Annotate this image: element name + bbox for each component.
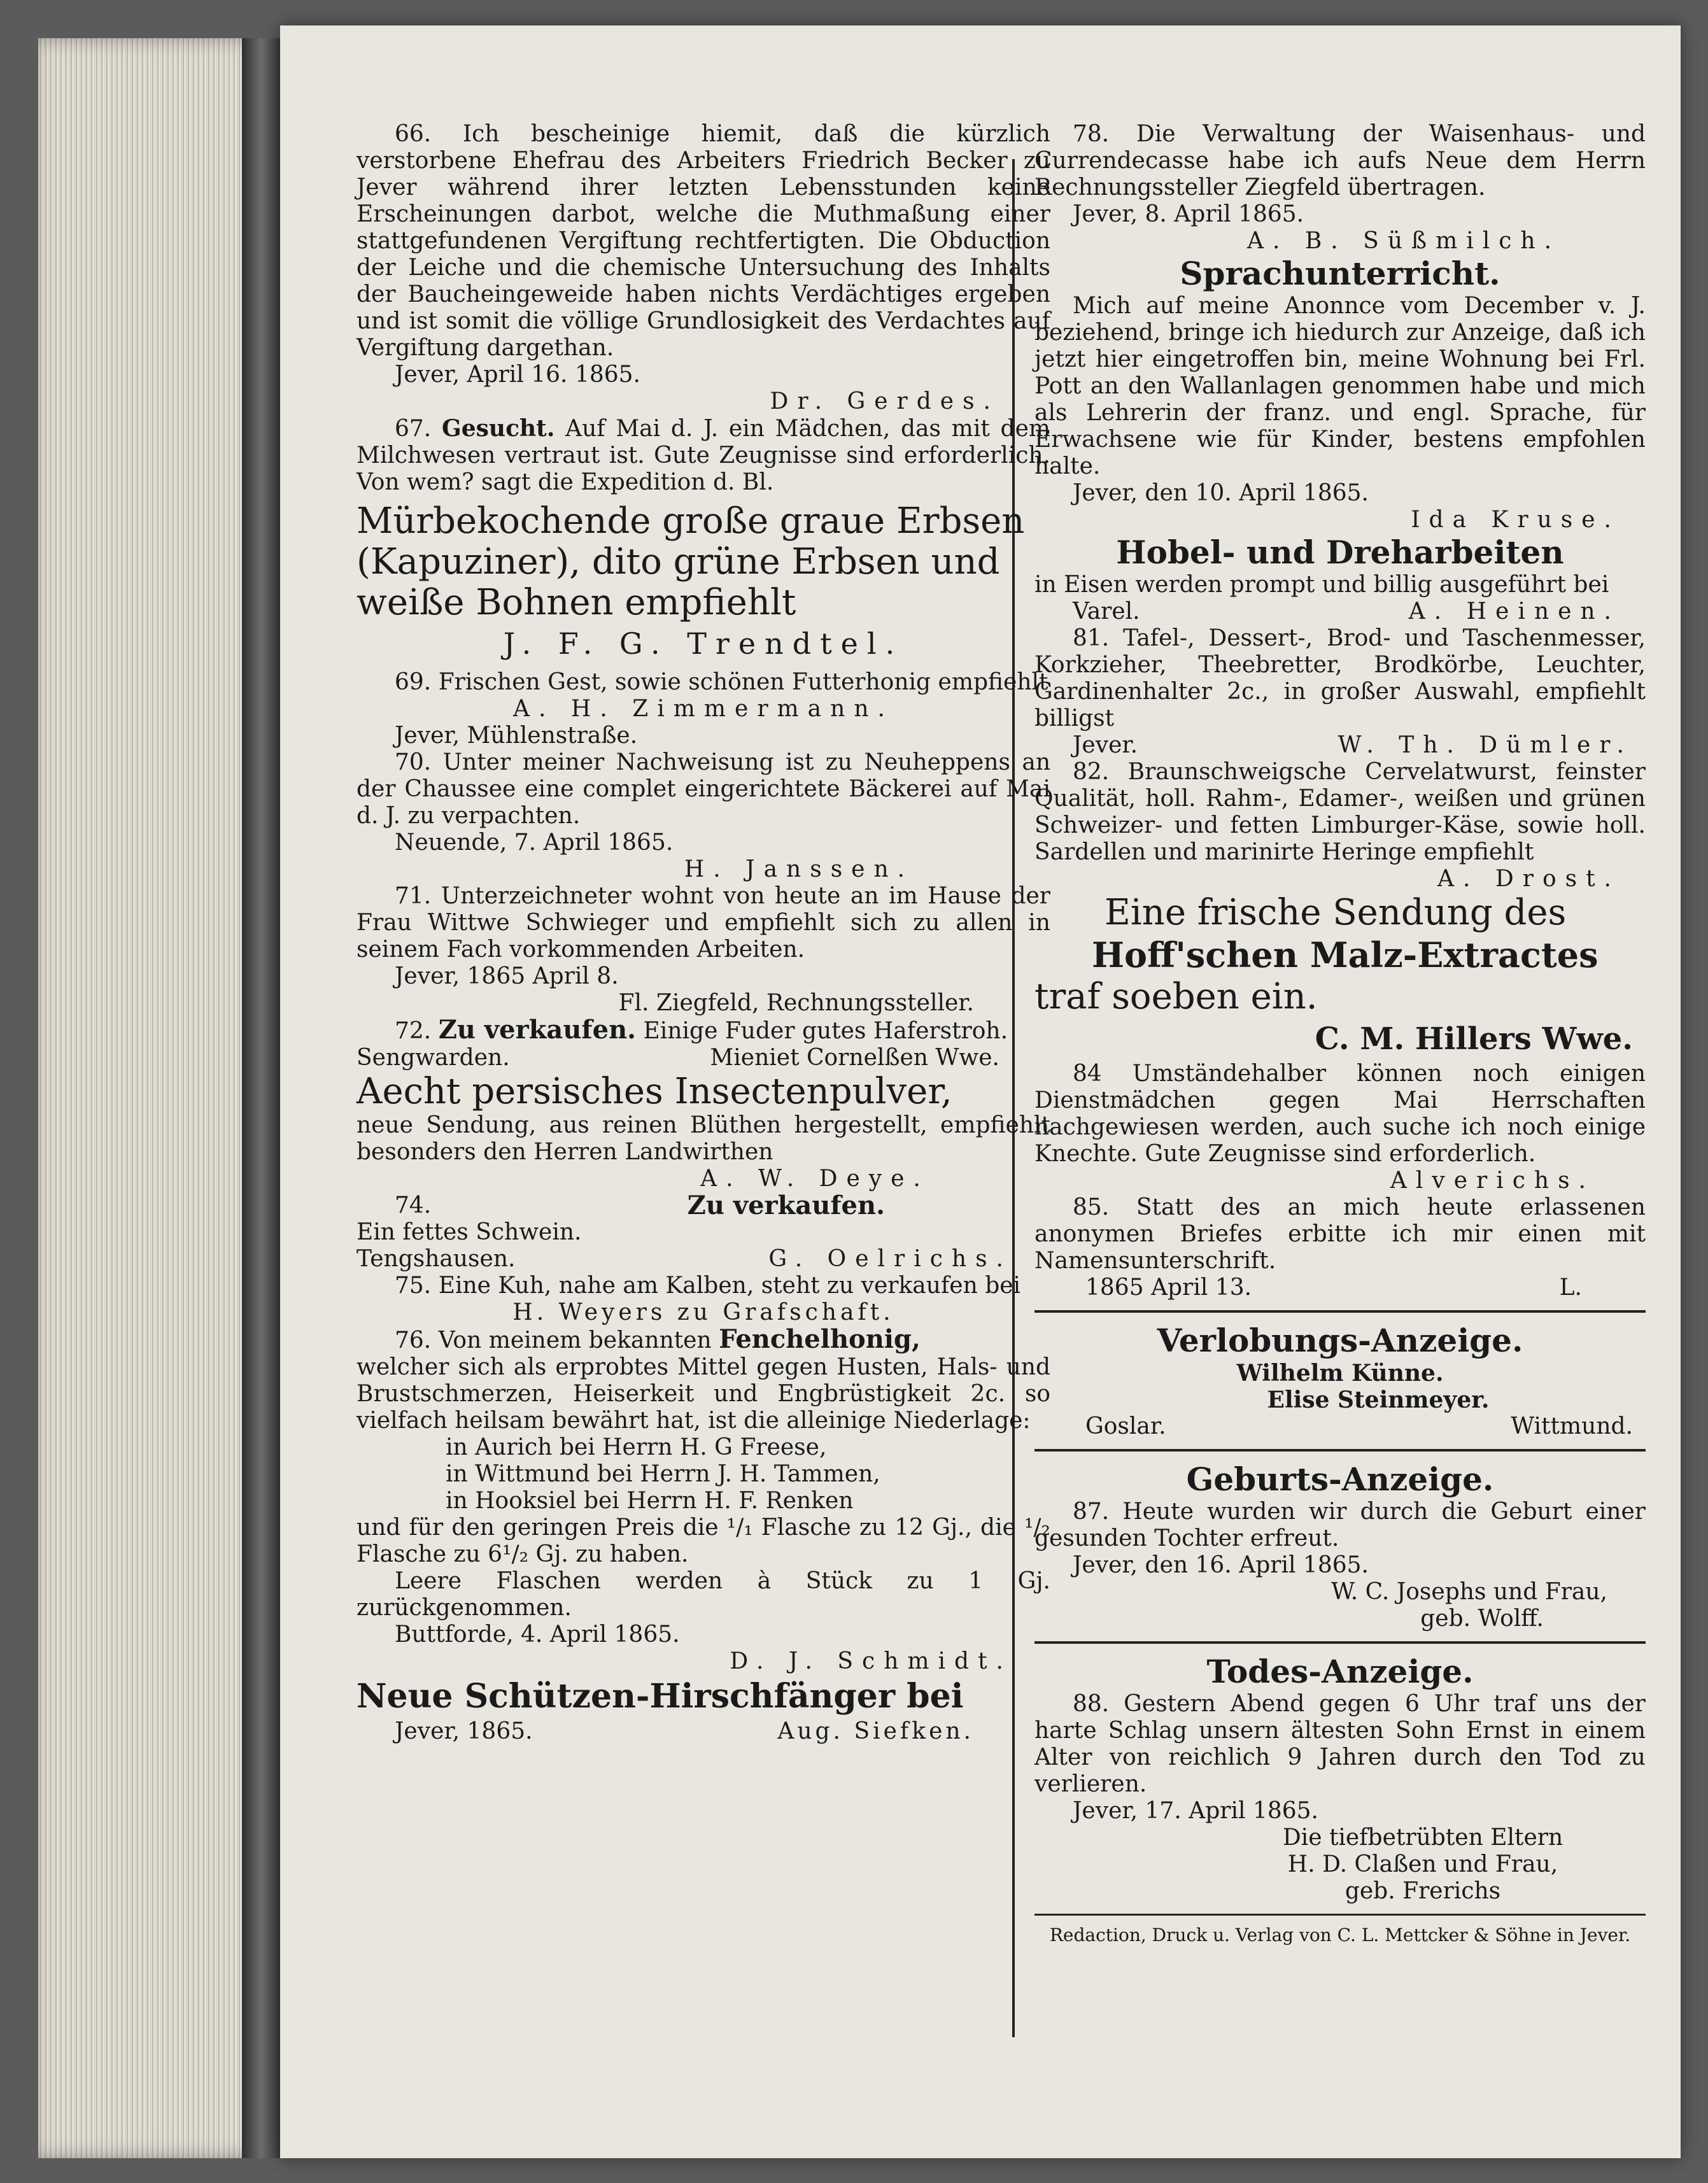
- ad-77-heading: Neue Schützen-Hirschfänger bei: [356, 1677, 964, 1716]
- ad-67-text: Auf Mai d. J. ein Mädchen, das mit dem Milchwesen vertraut ist. Gute Zeugnisse sind erforderlich. Von wem? sagt die Expedition d. Bl.: [356, 416, 1051, 495]
- engagement-name-2: Elise Steinmeyer.: [1267, 1387, 1490, 1413]
- ad-82-signature: A. Drost.: [1437, 866, 1620, 892]
- engagement-place-1: Goslar.: [1085, 1413, 1166, 1439]
- ad-76-bottles: Leere Flaschen werden à Stück zu 1 Gj. zurückgenommen.: [356, 1568, 1050, 1621]
- ad-74-place: Tengshausen.: [356, 1246, 516, 1272]
- ad-83-signature: C. M. Hillers Wwe.: [1315, 1021, 1633, 1057]
- ad-80-text: in Eisen werden prompt und billig ausgeführt bei: [1034, 572, 1609, 598]
- ad-69-text: 69. Frischen Gest, sowie schönen Futterhonig empfiehlt: [395, 669, 1048, 695]
- ad-72: [356, 1017, 1050, 1045]
- ad-84-text: 84 Umständehalber können noch einigen Dienstmädchen gegen Mai Herrschaften nachgewiesen werden, auch suche ich noch einige Knechte. Gute Zeugnisse sind erforderlich.: [1034, 1061, 1646, 1167]
- ad-68-signature: J. F. G. Trendtel.: [503, 626, 904, 661]
- ad-70-text: 70. Unter meiner Nachweisung ist zu Neuheppens an der Chaussee eine complet eingerichtete Bäckerei auf Mai d. J. zu verpachten.: [356, 749, 1050, 829]
- ad-80-signature: A. Heinen.: [1408, 598, 1620, 625]
- ad-73-heading: Aecht persisches Insectenpulver,: [356, 1071, 952, 1112]
- ad-79-signature: Ida Kruse.: [1411, 507, 1620, 533]
- ad-67-number: 67.: [395, 416, 432, 442]
- ad-72-place: Sengwarden.: [356, 1045, 510, 1071]
- ad-80-heading: Hobel- und Dreharbeiten: [1116, 533, 1564, 571]
- ad-71-date: Jever, 1865 April 8.: [395, 963, 619, 989]
- ad-72-footer: [356, 1045, 1050, 1071]
- divider: [1034, 1914, 1646, 1916]
- right-column: [1034, 121, 1646, 1946]
- death-signature-1: Die tiefbetrübten Eltern: [1282, 1825, 1563, 1851]
- ad-76-location-3: in Hooksiel bei Herrn H. F. Renken: [446, 1488, 854, 1514]
- left-column: [356, 121, 1050, 1745]
- ad-69-signature: A. H. Zimmermann.: [513, 696, 894, 722]
- ad-74-signature: G. Oelrichs.: [768, 1246, 1012, 1272]
- birth-signature-1: W. C. Josephs und Frau,: [1331, 1579, 1607, 1605]
- ad-85-footer: [1034, 1275, 1646, 1301]
- ad-81-text: 81. Tafel-, Dessert-, Brod- und Taschenmesser, Korkzieher, Theebretter, Brodkörbe, Leuchter, Gardinenhalter 2c., in großer Auswahl, empfiehlt billigst: [1034, 625, 1646, 731]
- ad-75-text: 75. Eine Kuh, nahe am Kalben, steht zu verkaufen bei: [395, 1273, 1021, 1299]
- ad-72-heading: Zu verkaufen.: [438, 1015, 637, 1045]
- ad-67: [356, 415, 1050, 496]
- ad-77-footer: [356, 1718, 1050, 1745]
- ad-76-product: Fenchelhonig,: [719, 1324, 921, 1354]
- ad-75-signature: H. Weyers zu Grafschaft.: [512, 1299, 894, 1325]
- ad-76-location-1: in Aurich bei Herrn H. G Freese,: [446, 1434, 827, 1460]
- death-heading: Todes-Anzeige.: [1206, 1653, 1474, 1690]
- newspaper-page: [280, 25, 1681, 2158]
- death-date: Jever, 17. April 1865.: [1073, 1798, 1318, 1824]
- ad-71-text: 71. Unterzeichneter wohnt von heute an im Hause der Frau Wittwe Schwieger und empfiehlt sich zu allen in seinem Fach vorkommenden Arbeiten.: [356, 883, 1050, 963]
- ad-66-signature: Dr. Gerdes.: [770, 388, 999, 414]
- ad-66-text: 66. Ich bescheinige hiemit, daß die kürzlich verstorbene Ehefrau des Arbeiters Friedrich Becker zu Jever während ihrer letzten Lebensstunden keine Erscheinungen darbot, welche die Muthmaßung einer stattgefundenen Vergiftung rechtfertigten. Die Obduction der Leiche und die chemische Untersuchung des Inhalts der Baucheingeweide haben nichts Verdächtiges ergeben und ist somit die völlige Grundlosigkeit des Verdachtes auf Vergiftung dargethan.: [356, 121, 1050, 361]
- ad-72-signature: Mieniet Cornelßen Wwe.: [710, 1045, 999, 1071]
- birth-date: Jever, den 16. April 1865.: [1073, 1552, 1369, 1578]
- engagement-place-2: Wittmund.: [1511, 1413, 1633, 1439]
- ad-80-footer: [1034, 598, 1646, 625]
- death-text: 88. Gestern Abend gegen 6 Uhr traf uns der harte Schlag unsern ältesten Sohn Ernst in einem Alter von reichlich 9 Jahren durch den Tod zu verlieren.: [1034, 1691, 1646, 1797]
- birth-heading: Geburts-Anzeige.: [1186, 1460, 1494, 1498]
- book-spine: [242, 38, 280, 2158]
- ad-73-signature: A. W. Deye.: [700, 1166, 929, 1192]
- ad-82-text: 82. Braunschweigsche Cervelatwurst, feinster Qualität, holl. Rahm-, Edamer-, weißen und grünen Schweizer- und fetten Limburger-Käse, sowie holl. Sardellen und marinirte Heringe empfiehlt: [1034, 759, 1646, 865]
- ad-72-number: 72.: [395, 1018, 432, 1044]
- ad-76-price: und für den geringen Preis die ¹/₁ Flasche zu 12 Gj., die ¹/₂ Flasche zu 6¹/₂ Gj. zu haben.: [356, 1515, 1050, 1567]
- divider: [1034, 1641, 1646, 1644]
- ad-83-line-1: Eine frische Sendung des: [1105, 892, 1567, 933]
- ad-81-footer: [1034, 732, 1646, 759]
- birth-text: 87. Heute wurden wir durch die Geburt einer gesunden Tochter erfreut.: [1034, 1499, 1646, 1551]
- ad-73-text: neue Sendung, aus reinen Blüthen hergestellt, empfiehlt besonders den Herren Landwirthen: [356, 1112, 1050, 1165]
- ad-81-signature: W. Th. Dümler.: [1337, 732, 1633, 758]
- ad-76-signature: D. J. Schmidt.: [730, 1648, 1012, 1674]
- imprint-footer: Redaction, Druck u. Verlag von C. L. Mettcker & Söhne in Jever.: [1049, 1925, 1631, 1946]
- birth-signature-2: geb. Wolff.: [1420, 1606, 1544, 1632]
- engagement-places: [1034, 1413, 1646, 1440]
- divider: [1034, 1310, 1646, 1313]
- ad-81-place: Jever.: [1073, 732, 1138, 758]
- ad-69-place: Jever, Mühlenstraße.: [395, 723, 638, 749]
- ad-74-text: Ein fettes Schwein.: [356, 1219, 582, 1245]
- ad-72-text: Einige Fuder gutes Haferstroh.: [643, 1018, 1008, 1044]
- ad-80-place: Varel.: [1073, 598, 1140, 625]
- ad-74-footer: [356, 1246, 1050, 1273]
- ad-85-signature: L.: [1559, 1275, 1582, 1301]
- ad-79-text: Mich auf meine Anonnce vom December v. J. beziehend, bringe ich hiedurch zur Anzeige, daß ich jetzt hier eingetroffen bin, meine Wohnung bei Frl. Pott an den Wallanlagen genommen habe und mich als Lehrerin der franz. und engl. Sprache, für Erwachsene wie für Kinder, bestens empfohlen halte.: [1034, 293, 1646, 479]
- ad-79-date: Jever, den 10. April 1865.: [1073, 480, 1369, 506]
- ad-76-date: Buttforde, 4. April 1865.: [395, 1621, 680, 1648]
- ad-79-heading: Sprachunterricht.: [1180, 255, 1500, 292]
- death-signature-3: geb. Frerichs: [1345, 1878, 1501, 1904]
- ad-77-place: Jever, 1865.: [395, 1718, 533, 1744]
- ad-70-signature: H. Janssen.: [684, 856, 914, 882]
- ad-67-heading: Gesucht.: [442, 415, 555, 442]
- ad-74-number: 74.: [395, 1192, 432, 1219]
- ad-78-signature: A. B. Süßmilch.: [1246, 228, 1561, 254]
- ad-71-signature: Fl. Ziegfeld, Rechnungssteller.: [618, 990, 974, 1016]
- ad-68-text: Mürbekochende große graue Erbsen (Kapuziner), dito grüne Erbsen und weiße Bohnen empfiehlt: [356, 500, 1025, 623]
- ad-85-date: 1865 April 13.: [1085, 1275, 1252, 1301]
- ad-83-line-3: traf soeben ein.: [1034, 976, 1318, 1017]
- ad-83-line-2: Hoff'schen Malz-Extractes: [1092, 935, 1599, 975]
- engagement-name-1: Wilhelm Künne.: [1236, 1360, 1444, 1387]
- ad-78-date: Jever, 8. April 1865.: [1073, 201, 1304, 227]
- ad-74-header: [356, 1192, 1050, 1219]
- ad-76-intro-text: 76. Von meinem bekannten: [395, 1327, 712, 1353]
- ad-77-signature: Aug. Siefken.: [777, 1718, 974, 1744]
- ad-84-signature: Alverichs.: [1390, 1168, 1595, 1194]
- ad-74-heading: Zu verkaufen.: [687, 1190, 885, 1220]
- ad-70-date: Neuende, 7. April 1865.: [395, 830, 674, 856]
- ad-76-intro: [356, 1326, 1050, 1354]
- death-signature-2: H. D. Claßen und Frau,: [1287, 1851, 1558, 1877]
- ad-78-text: 78. Die Verwaltung der Waisenhaus- und Currendecasse habe ich aufs Neue dem Herrn Rechnungssteller Ziegfeld übertragen.: [1034, 121, 1646, 201]
- ad-76-location-2: in Wittmund bei Herrn J. H. Tammen,: [446, 1461, 880, 1487]
- ad-66-date: Jever, April 16. 1865.: [395, 362, 640, 388]
- ad-85-text: 85. Statt des an mich heute erlassenen anonymen Briefes erbitte ich mir einen mit Namensunterschrift.: [1034, 1194, 1646, 1274]
- engagement-heading: Verlobungs-Anzeige.: [1157, 1322, 1523, 1359]
- ad-76-text: welcher sich als erprobtes Mittel gegen Husten, Hals- und Brustschmerzen, Heiserkeit und Engbrüstigkeit 2c. so vielfach heilsam bewährt hat, ist die alleinige Niederlage:: [356, 1354, 1050, 1434]
- divider: [1034, 1449, 1646, 1452]
